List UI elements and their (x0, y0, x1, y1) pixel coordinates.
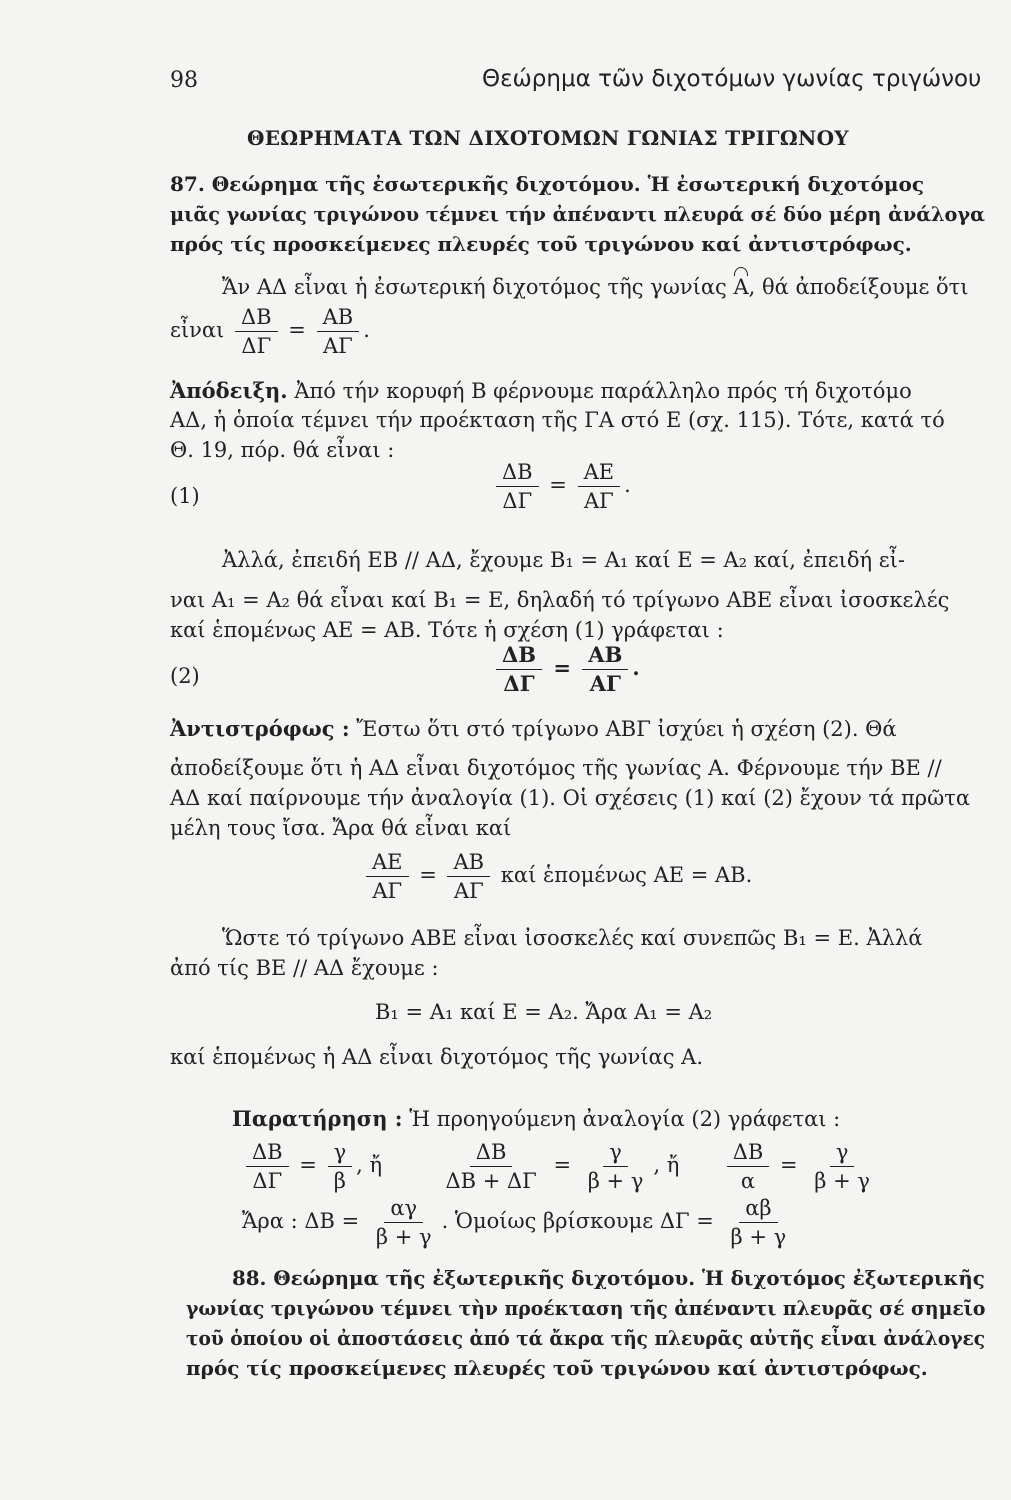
or-word: , ἤ (653, 1153, 680, 1178)
equals-sign: = (288, 318, 306, 343)
fraction-numerator: γ (830, 1140, 855, 1167)
theorem-87-line-2: μιᾶς γωνίας τριγώνου τέμνει τήν ἀπέναντι πλευρά σέ δύο μέρη ἀνάλογα (170, 202, 985, 226)
theorem-87-claim (222, 275, 969, 299)
fraction-numerator: αγ (384, 1196, 423, 1223)
ara-text: Ἄρα : ΔΒ = (242, 1209, 360, 1234)
fraction-numerator: ΔΒ (496, 460, 539, 487)
remark-text: Ἡ προηγούμενη ἀναλογία (2) γράφεται : (409, 1107, 841, 1131)
proof-line-6: καί ἑπομένως ΑΕ = ΑΒ. Τότε ἡ σχέση (1) γράφεται : (170, 618, 724, 642)
converse-line-5: Ὥστε τό τρίγωνο ΑΒΕ εἶναι ἰσοσκελές καί συνεπῶς Β₁ = Ε. Ἀλλά (222, 926, 923, 950)
theorem-87-line-1: 87. Θεώρημα τῆς ἐσωτερικῆς διχοτόμου. Ἡ ἐσωτερική διχοτόμος (170, 172, 925, 196)
fraction-db-dg (246, 1140, 289, 1193)
equals-sign: = (549, 473, 567, 498)
theorem-88-line-1: 88. Θεώρημα τῆς ἐξωτερικῆς διχοτόμου. Ἡ διχοτόμος ἐξωτερικῆς (232, 1266, 985, 1290)
fraction-denominator: α (740, 1169, 756, 1194)
fraction-db-a (727, 1140, 770, 1193)
proof-line-1 (170, 378, 912, 403)
equation-2-label: (2) (170, 664, 200, 688)
remark-line (232, 1106, 840, 1131)
converse-text: Ἔστω ὅτι στό τρίγωνο ΑΒΓ ἰσχύει ἡ σχέση (2). Θά (356, 717, 897, 741)
converse-equation (362, 850, 752, 903)
equals-sign: = (419, 863, 437, 888)
fraction-numerator: ΑΕ (578, 460, 621, 487)
period: . (363, 318, 370, 343)
proof-line-4: Ἀλλά, ἐπειδή ΕΒ // ΑΔ, ἔχουμε Β₁ = Α₁ καί Ε = Α₂ καί, ἐπειδή εἶ- (222, 548, 905, 572)
remark-result (242, 1196, 796, 1249)
fraction-denominator: β (333, 1169, 346, 1194)
fraction-ae-ag (578, 460, 621, 513)
fraction-numerator: ΔΒ (496, 643, 542, 670)
converse-line-4: μέλη τους ἴσα. Ἄρα θά εἶναι καί (170, 816, 512, 840)
converse-line-3: ΑΔ καί παίρνουμε τήν ἀναλογία (1). Οἱ σχέσεις (1) καί (2) ἔχουν τά πρῶτα (170, 786, 971, 810)
fraction-denominator: ΔΒ + ΔΓ (445, 1169, 537, 1194)
fraction-numerator: ΑΒ (317, 305, 360, 332)
fraction-g-b (328, 1140, 353, 1193)
proof-line-3: Θ. 19, πόρ. θά εἶναι : (170, 438, 395, 462)
fraction-numerator: ΔΒ (235, 305, 278, 332)
fraction-numerator: ΔΒ (246, 1140, 289, 1167)
equation-1-label: (1) (170, 484, 200, 508)
similar-text: . Ὁμοίως βρίσκουμε ΔΓ = (441, 1209, 714, 1234)
fraction-denominator: ΑΓ (372, 879, 403, 904)
equals-sign: = (299, 1153, 317, 1178)
proof-label: Ἀπόδειξη. (170, 378, 288, 403)
claim-angle-A: Α (733, 275, 749, 299)
fraction-ag-sum (370, 1196, 438, 1249)
fraction-ab-ag (582, 643, 628, 696)
equation-1 (492, 460, 631, 513)
claim-text-b: , θά ἀποδείξουμε ὅτι (748, 275, 969, 299)
fraction-denominator: ΔΓ (252, 1169, 283, 1194)
converse-label: Ἀντιστρόφως : (170, 716, 350, 741)
fraction-denominator: ΑΓ (453, 879, 484, 904)
page-number: 98 (170, 68, 198, 93)
theorem-88-line-2: γωνίας τριγώνου τέμνει τὴν προέκταση τῆς ἀπέναντι πλευρᾶς σέ σημεῖο (186, 1296, 986, 1320)
fraction-numerator: ΑΕ (366, 850, 409, 877)
fraction-ab-ag (447, 850, 490, 903)
claim-text-a: Ἄν ΑΔ εἶναι ἡ ἐσωτερική διχοτόμος τῆς γωνίας (222, 275, 727, 299)
fraction-denominator: β + γ (814, 1169, 870, 1194)
remark-equations (242, 1140, 880, 1193)
fraction-denominator: ΔΓ (502, 489, 533, 514)
fraction-db-sum (439, 1140, 542, 1193)
converse-line-1 (170, 716, 897, 741)
remark-label: Παρατήρηση : (232, 1106, 403, 1131)
fraction-ae-ag (366, 850, 409, 903)
fraction-db-dg (496, 643, 542, 696)
equals-sign: = (553, 655, 571, 681)
proof-line-5: ναι Α₁ = Α₂ θά εἶναι καί Β₁ = Ε, δηλαδή τό τρίγωνο ΑΒΕ εἶναι ἰσοσκελές (170, 588, 950, 612)
fraction-db-dg (235, 305, 278, 358)
fraction-ab-ag (317, 305, 360, 358)
running-title: Θεώρημα τῶν διχοτόμων γωνίας τριγώνου (482, 66, 982, 92)
period: . (632, 655, 640, 681)
section-title: ΘΕΩΡΗΜΑΤΑ ΤΩΝ ΔΙΧΟΤΟΜΩΝ ΓΩΝΙΑΣ ΤΡΙΓΩΝΟΥ (247, 126, 849, 150)
proof-text: Ἀπό τήν κορυφή Β φέρνουμε παράλληλο πρός τή διχοτόμο (294, 379, 912, 403)
or-word: , ἤ (356, 1153, 383, 1178)
fraction-numerator: γ (603, 1140, 628, 1167)
fraction-ab-sum (725, 1196, 793, 1249)
theorem-87-statement (170, 305, 370, 358)
fraction-denominator: ΑΓ (323, 334, 353, 359)
fraction-denominator: ΑΓ (589, 671, 621, 697)
fraction-numerator: αβ (739, 1196, 777, 1223)
fraction-denominator: β + γ (375, 1225, 432, 1250)
theorem-87-line-3: πρός τίς προσκείμενες πλευρές τοῦ τριγώνου καί ἀντιστρόφως. (170, 232, 912, 256)
equals-sign: = (553, 1153, 572, 1178)
fraction-numerator: γ (328, 1140, 353, 1167)
converse-equation-tail: καί ἑπομένως ΑΕ = ΑΒ. (500, 863, 753, 888)
converse-line-6: ἀπό τίς ΒΕ // ΑΔ ἔχουμε : (170, 956, 439, 980)
equals-sign: = (779, 1153, 798, 1178)
fraction-numerator: ΑΒ (447, 850, 490, 877)
fraction-g-sum (808, 1140, 876, 1193)
fraction-numerator: ΔΒ (470, 1140, 513, 1167)
equation-2 (492, 643, 640, 696)
fraction-denominator: ΔΓ (241, 334, 272, 359)
fraction-denominator: β + γ (587, 1169, 644, 1194)
converse-line-8: καί ἑπομένως ἡ ΑΔ εἶναι διχοτόμος τῆς γωνίας Α. (170, 1045, 704, 1069)
theorem-88-line-3: τοῦ ὁποίου οἱ ἀποστάσεις ἀπό τά ἄκρα τῆς πλευρᾶς αὐτῆς εἶναι ἀνάλογες (186, 1326, 986, 1350)
fraction-db-dg (496, 460, 539, 513)
theorem-88-line-4: πρός τίς προσκείμενες πλευρές τοῦ τριγώνου καί ἀντιστρόφως. (186, 1356, 928, 1380)
einai-word: εἶναι (170, 318, 225, 343)
fraction-denominator: ΑΓ (583, 489, 614, 514)
converse-line-7: Β₁ = Α₁ καί Ε = Α₂. Ἄρα Α₁ = Α₂ (375, 1000, 713, 1024)
period: . (624, 473, 631, 498)
fraction-numerator: ΑΒ (582, 643, 628, 670)
fraction-numerator: ΔΒ (727, 1140, 770, 1167)
fraction-denominator: ΔΓ (503, 671, 535, 697)
proof-line-2: ΑΔ, ἡ ὁποία τέμνει τήν προέκταση τῆς ΓΑ στό Ε (σχ. 115). Τότε, κατά τό (170, 408, 945, 432)
fraction-denominator: β + γ (730, 1225, 787, 1250)
converse-line-2: ἀποδείξουμε ὅτι ἡ ΑΔ εἶναι διχοτόμος τῆς γωνίας Α. Φέρνουμε τήν ΒΕ // (170, 756, 942, 780)
fraction-g-sum (582, 1140, 650, 1193)
